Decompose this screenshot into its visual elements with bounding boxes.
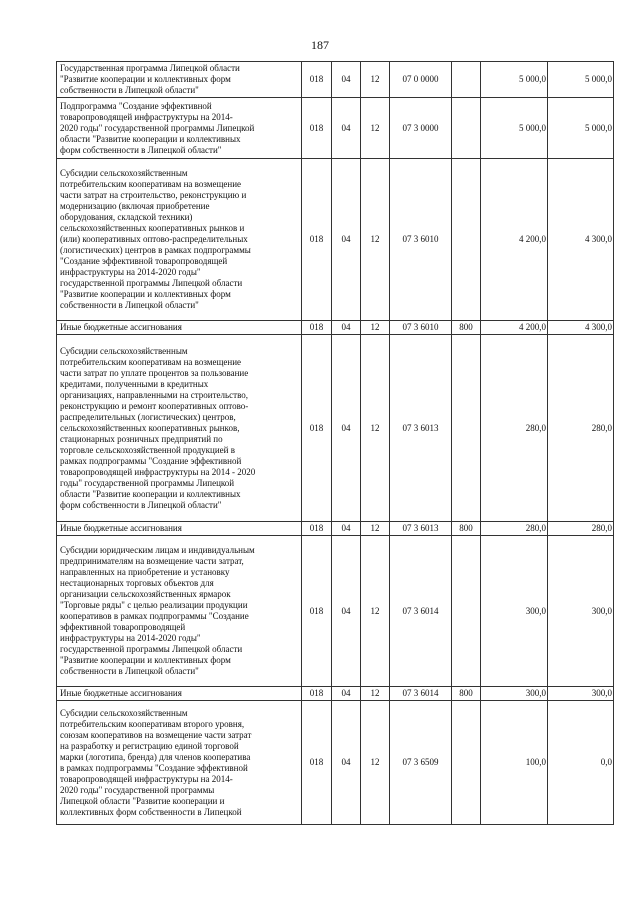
subsection-code: 12 bbox=[361, 98, 390, 159]
sum-year-1: 300,0 bbox=[481, 687, 548, 701]
table-row bbox=[57, 159, 614, 321]
sum-year-2: 5 000,0 bbox=[548, 62, 614, 98]
target-article-code: 07 3 6509 bbox=[390, 701, 452, 825]
ved-code: 018 bbox=[302, 701, 332, 825]
target-article-code: 07 3 6013 bbox=[390, 335, 452, 522]
ved-code: 018 bbox=[302, 98, 332, 159]
section-code: 04 bbox=[332, 98, 361, 159]
subsection-code: 12 bbox=[361, 335, 390, 522]
sum-year-2: 280,0 bbox=[548, 522, 614, 536]
row-name: Субсидии сельскохозяйственным потребительским кооперативам второго уровня, союзам кооперативов на возмещение части затрат на разработку и регистрацию единой торговой марки (логотипа, бренда) для членов кооператива в рамках подпрограммы "Создание эффективной товаропроводящей инфраструктуры на 2014- 2020 годы" государственной программы Липецкой области "Развитие кооперации и коллективных форм собственности в Липецкой bbox=[57, 701, 302, 825]
subsection-code: 12 bbox=[361, 687, 390, 701]
sum-year-2: 4 300,0 bbox=[548, 159, 614, 321]
sum-year-1: 300,0 bbox=[481, 536, 548, 687]
target-article-code: 07 0 0000 bbox=[390, 62, 452, 98]
section-code: 04 bbox=[332, 536, 361, 687]
target-article-code: 07 3 0000 bbox=[390, 98, 452, 159]
row-name: Подпрограмма "Создание эффективной товаропроводящей инфраструктуры на 2014- 2020 годы" государственной программы Липецкой области "Развитие кооперации и коллективных форм собственности в Липецкой области" bbox=[57, 98, 302, 159]
sum-year-2: 300,0 bbox=[548, 536, 614, 687]
expense-type-code: 800 bbox=[452, 321, 481, 335]
target-article-code: 07 3 6013 bbox=[390, 522, 452, 536]
subsection-code: 12 bbox=[361, 62, 390, 98]
subsection-code: 12 bbox=[361, 701, 390, 825]
subsection-code: 12 bbox=[361, 321, 390, 335]
target-article-code: 07 3 6014 bbox=[390, 687, 452, 701]
table-row bbox=[57, 701, 614, 825]
table-row bbox=[57, 522, 614, 536]
sum-year-2: 5 000,0 bbox=[548, 98, 614, 159]
subsection-code: 12 bbox=[361, 159, 390, 321]
ved-code: 018 bbox=[302, 159, 332, 321]
expense-type-code bbox=[452, 62, 481, 98]
section-code: 04 bbox=[332, 687, 361, 701]
ved-code: 018 bbox=[302, 522, 332, 536]
expense-type-code bbox=[452, 536, 481, 687]
table-row bbox=[57, 98, 614, 159]
ved-code: 018 bbox=[302, 335, 332, 522]
expense-type-code bbox=[452, 98, 481, 159]
sum-year-2: 4 300,0 bbox=[548, 321, 614, 335]
budget-table bbox=[56, 61, 614, 825]
sum-year-1: 4 200,0 bbox=[481, 321, 548, 335]
ved-code: 018 bbox=[302, 321, 332, 335]
sum-year-1: 100,0 bbox=[481, 701, 548, 825]
subsection-code: 12 bbox=[361, 522, 390, 536]
row-name: Субсидии сельскохозяйственным потребительским кооперативам на возмещение части затрат на строительство, реконструкцию и модернизацию (включая приобретение оборудования, складской техники) сельскохозяйственных кооперативных рынков и (или) кооперативных оптово-распределительных (логистических) центров в рамках подпрограммы "Создание эффективной товаропроводящей инфраструктуры на 2014-2020 годы" государственной программы Липецкой области "Развитие кооперации и коллективных форм собственности в Липецкой области" bbox=[57, 159, 302, 321]
sum-year-1: 5 000,0 bbox=[481, 98, 548, 159]
expense-type-code bbox=[452, 159, 481, 321]
row-name: Государственная программа Липецкой области "Развитие кооперации и коллективных форм собственности в Липецкой области" bbox=[57, 62, 302, 98]
ved-code: 018 bbox=[302, 62, 332, 98]
sum-year-2: 300,0 bbox=[548, 687, 614, 701]
table-row bbox=[57, 335, 614, 522]
sum-year-1: 280,0 bbox=[481, 335, 548, 522]
section-code: 04 bbox=[332, 335, 361, 522]
section-code: 04 bbox=[332, 701, 361, 825]
target-article-code: 07 3 6014 bbox=[390, 536, 452, 687]
expense-type-code: 800 bbox=[452, 687, 481, 701]
row-name: Субсидии юридическим лицам и индивидуальным предпринимателям на возмещение части затрат, направленных на приобретение и установку нестационарных торговых объектов для организации сельскохозяйственных ярмарок "Торговые ряды" с целью реализации продукции кооперативов в рамках подпрограммы "Создание эффективной товаропроводящей инфраструктуры на 2014-2020 годы" государственной программы Липецкой области "Развитие кооперации и коллективных форм собственности в Липецкой области" bbox=[57, 536, 302, 687]
row-name: Иные бюджетные ассигнования bbox=[57, 321, 302, 335]
table-row bbox=[57, 687, 614, 701]
ved-code: 018 bbox=[302, 536, 332, 687]
sum-year-1: 4 200,0 bbox=[481, 159, 548, 321]
target-article-code: 07 3 6010 bbox=[390, 321, 452, 335]
section-code: 04 bbox=[332, 522, 361, 536]
table-row bbox=[57, 321, 614, 335]
table-row bbox=[57, 62, 614, 98]
row-name: Иные бюджетные ассигнования bbox=[57, 522, 302, 536]
sum-year-1: 280,0 bbox=[481, 522, 548, 536]
expense-type-code: 800 bbox=[452, 522, 481, 536]
sum-year-2: 0,0 bbox=[548, 701, 614, 825]
expense-type-code bbox=[452, 701, 481, 825]
table-row bbox=[57, 536, 614, 687]
row-name: Субсидии сельскохозяйственным потребительским кооперативам на возмещение части затрат по уплате процентов за пользование кредитами, полученными в кредитных организациях, направленными на строительство, реконструкцию и ремонт кооперативных оптово- распределительных (логистических) центров, сельскохозяйственных кооперативных рынков, стационарных розничных предприятий по торговле сельскохозяйственной продукцией в рамках подпрограммы "Создание эффективной товаропроводящей инфраструктуры на 2014 - 2020 годы" государственной программы Липецкой области "Развитие кооперации и коллективных форм собственности в Липецкой области" bbox=[57, 335, 302, 522]
section-code: 04 bbox=[332, 62, 361, 98]
section-code: 04 bbox=[332, 159, 361, 321]
sum-year-2: 280,0 bbox=[548, 335, 614, 522]
sum-year-1: 5 000,0 bbox=[481, 62, 548, 98]
subsection-code: 12 bbox=[361, 536, 390, 687]
expense-type-code bbox=[452, 335, 481, 522]
row-name: Иные бюджетные ассигнования bbox=[57, 687, 302, 701]
target-article-code: 07 3 6010 bbox=[390, 159, 452, 321]
ved-code: 018 bbox=[302, 687, 332, 701]
section-code: 04 bbox=[332, 321, 361, 335]
page-number: 187 bbox=[311, 38, 329, 52]
